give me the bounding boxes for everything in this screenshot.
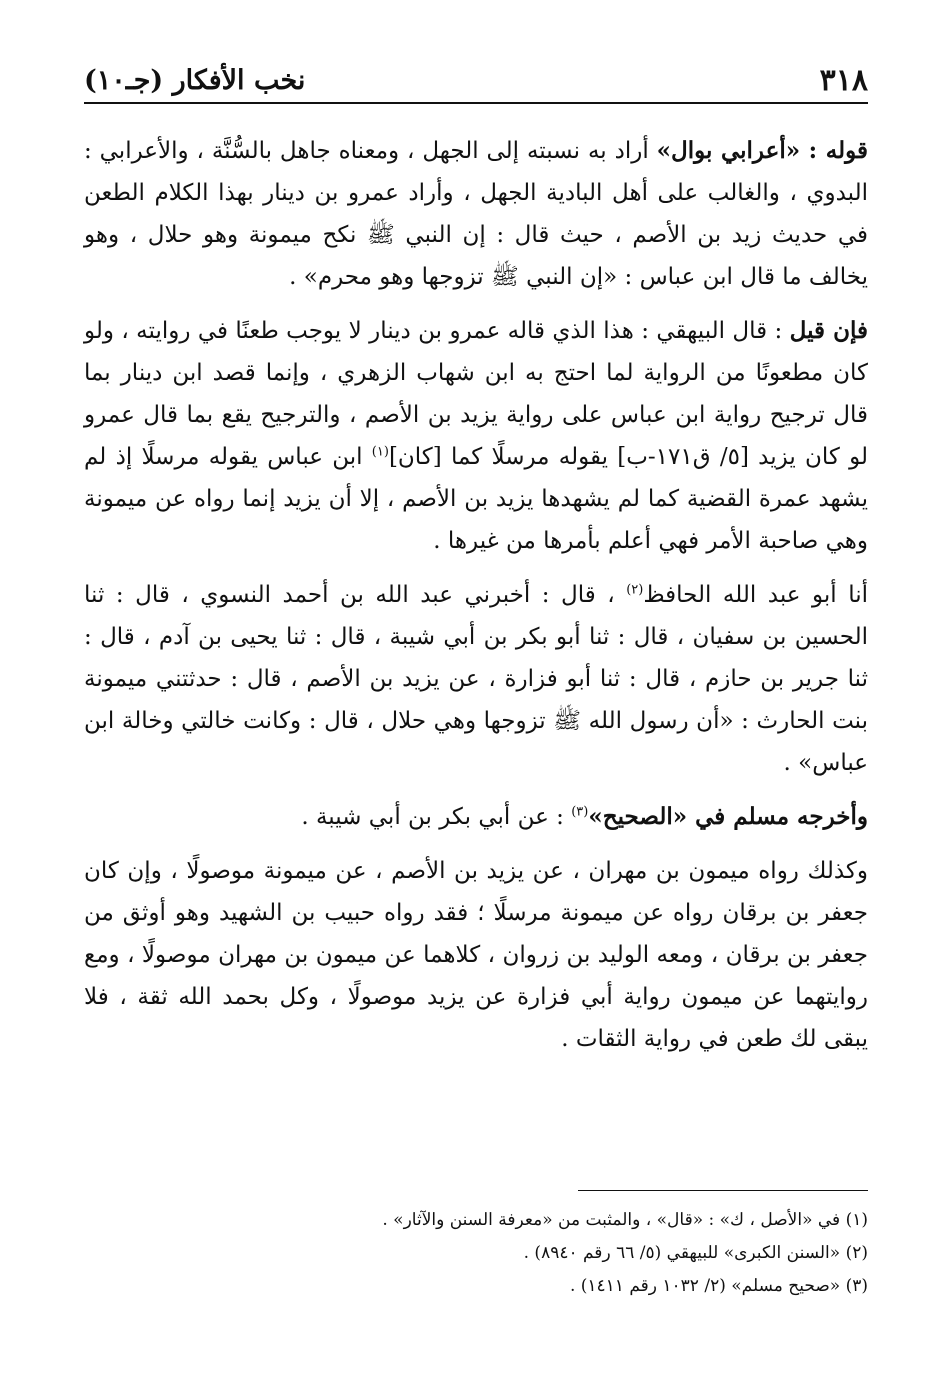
paragraph-text: : عن أبي بكر بن أبي شيبة . bbox=[301, 804, 572, 830]
paragraph-text: ، قال : أخبرني عبد الله بن أحمد النسوي ، قال : ثنا الحسين بن سفيان ، قال : ثنا أبو بكر بن أبي شيبة ، قال : ثنا يحيى بن آدم ، قال : ثنا جرير بن حازم ، قال : ثنا أبو فزارة ، عن يزيد بن الأصم ، قال : حدثتني ميمونة بنت الحارث : «أن رسول الله ﷺ تزوجها وهي حلال ، قال : وكانت خالتي وخالة ابن عباس» . bbox=[84, 582, 868, 776]
footnote-1: (١) في «الأصل ، ك» : «قال» ، والمثبت من «معرفة السنن والآثار» . bbox=[382, 1210, 868, 1230]
footnote-2: (٢) «السنن الكبرى» للبيهقي (٥/ ٦٦ رقم ٨٩٤٠) . bbox=[523, 1243, 868, 1263]
footnote-ref: (٢) bbox=[626, 582, 644, 598]
book-title: نخب الأفكار (جـ١٠) bbox=[84, 64, 306, 96]
paragraph-lead: فإن قيل bbox=[789, 317, 868, 344]
paragraph-2 bbox=[84, 310, 868, 562]
footnote-3: (٣) «صحيح مسلم» (٢/ ١٠٣٢ رقم ١٤١١) . bbox=[569, 1276, 868, 1296]
paragraph-text: ابن عباس يقوله مرسلًا إذ لم يشهد عمرة القضية كما لم يشهدها يزيد بن الأصم ، إلا أن يزيد إنما رواه عن ميمونة وهي صاحبة الأمر فهي أعلم بأمرها من غيرها . bbox=[84, 444, 868, 554]
footnote-divider bbox=[578, 1190, 868, 1191]
page-header bbox=[84, 58, 868, 104]
footnotes bbox=[84, 1204, 868, 1303]
paragraph-1 bbox=[84, 130, 868, 298]
paragraph-text: وكذلك رواه ميمون بن مهران ، عن يزيد بن الأصم ، عن ميمونة موصولًا ، وإن كان جعفر بن برقان رواه عن ميمونة مرسلًا ؛ فقد رواه حبيب بن الشهيد وهو أوثق من جعفر بن برقان ، ومعه الوليد بن زروان ، كلاهما عن ميمون بن مهران موصولًا ، ومع روايتهما عن ميمون رواية أبي فزارة عن يزيد موصولًا ، وكل بحمد الله ثقة ، فلا يبقى لك طعن في رواية الثقات . bbox=[84, 858, 868, 1052]
paragraph-4 bbox=[84, 796, 868, 838]
paragraph-3 bbox=[84, 574, 868, 784]
page-number: ٣١٨ bbox=[819, 62, 868, 98]
paragraph-text: : قال البيهقي : هذا الذي قاله عمرو بن دينار لا يوجب طعنًا في روايته ، ولو كان مطعونًا من الرواية لما احتج به ابن شهاب الزهري ، وإنما قصد ابن دينار بما قال ترجيح رواية ابن عباس على رواية يزيد بن الأصم ، والترجيح يقع بما قال عمرو لو كان يزيد [٥/ ق١٧١-ب] يقوله مرسلًا كما [كان] bbox=[84, 318, 868, 470]
paragraph-lead: وأخرجه مسلم في «الصحيح» bbox=[588, 803, 868, 830]
paragraph-lead: قوله : «أعرابي بوال» bbox=[656, 137, 868, 164]
main-text bbox=[84, 130, 868, 1072]
paragraph-5 bbox=[84, 850, 868, 1060]
footnote-ref: (٣) bbox=[571, 804, 589, 820]
paragraph-text: أنا أبو عبد الله الحافظ bbox=[643, 582, 868, 608]
footnote-ref: (١) bbox=[371, 444, 389, 460]
paragraph-text: أراد به نسبته إلى الجهل ، ومعناه جاهل بالسُّنَّة ، والأعرابي : البدوي ، والغالب على أهل البادية الجهل ، وأراد عمرو بن دينار بهذا الكلام الطعن في حديث زيد بن الأصم ، حيث قال : إن النبي ﷺ نكح ميمونة وهو حلال ، وهو يخالف ما قال ابن عباس : «إن النبي ﷺ تزوجها وهو محرم» . bbox=[84, 138, 868, 290]
